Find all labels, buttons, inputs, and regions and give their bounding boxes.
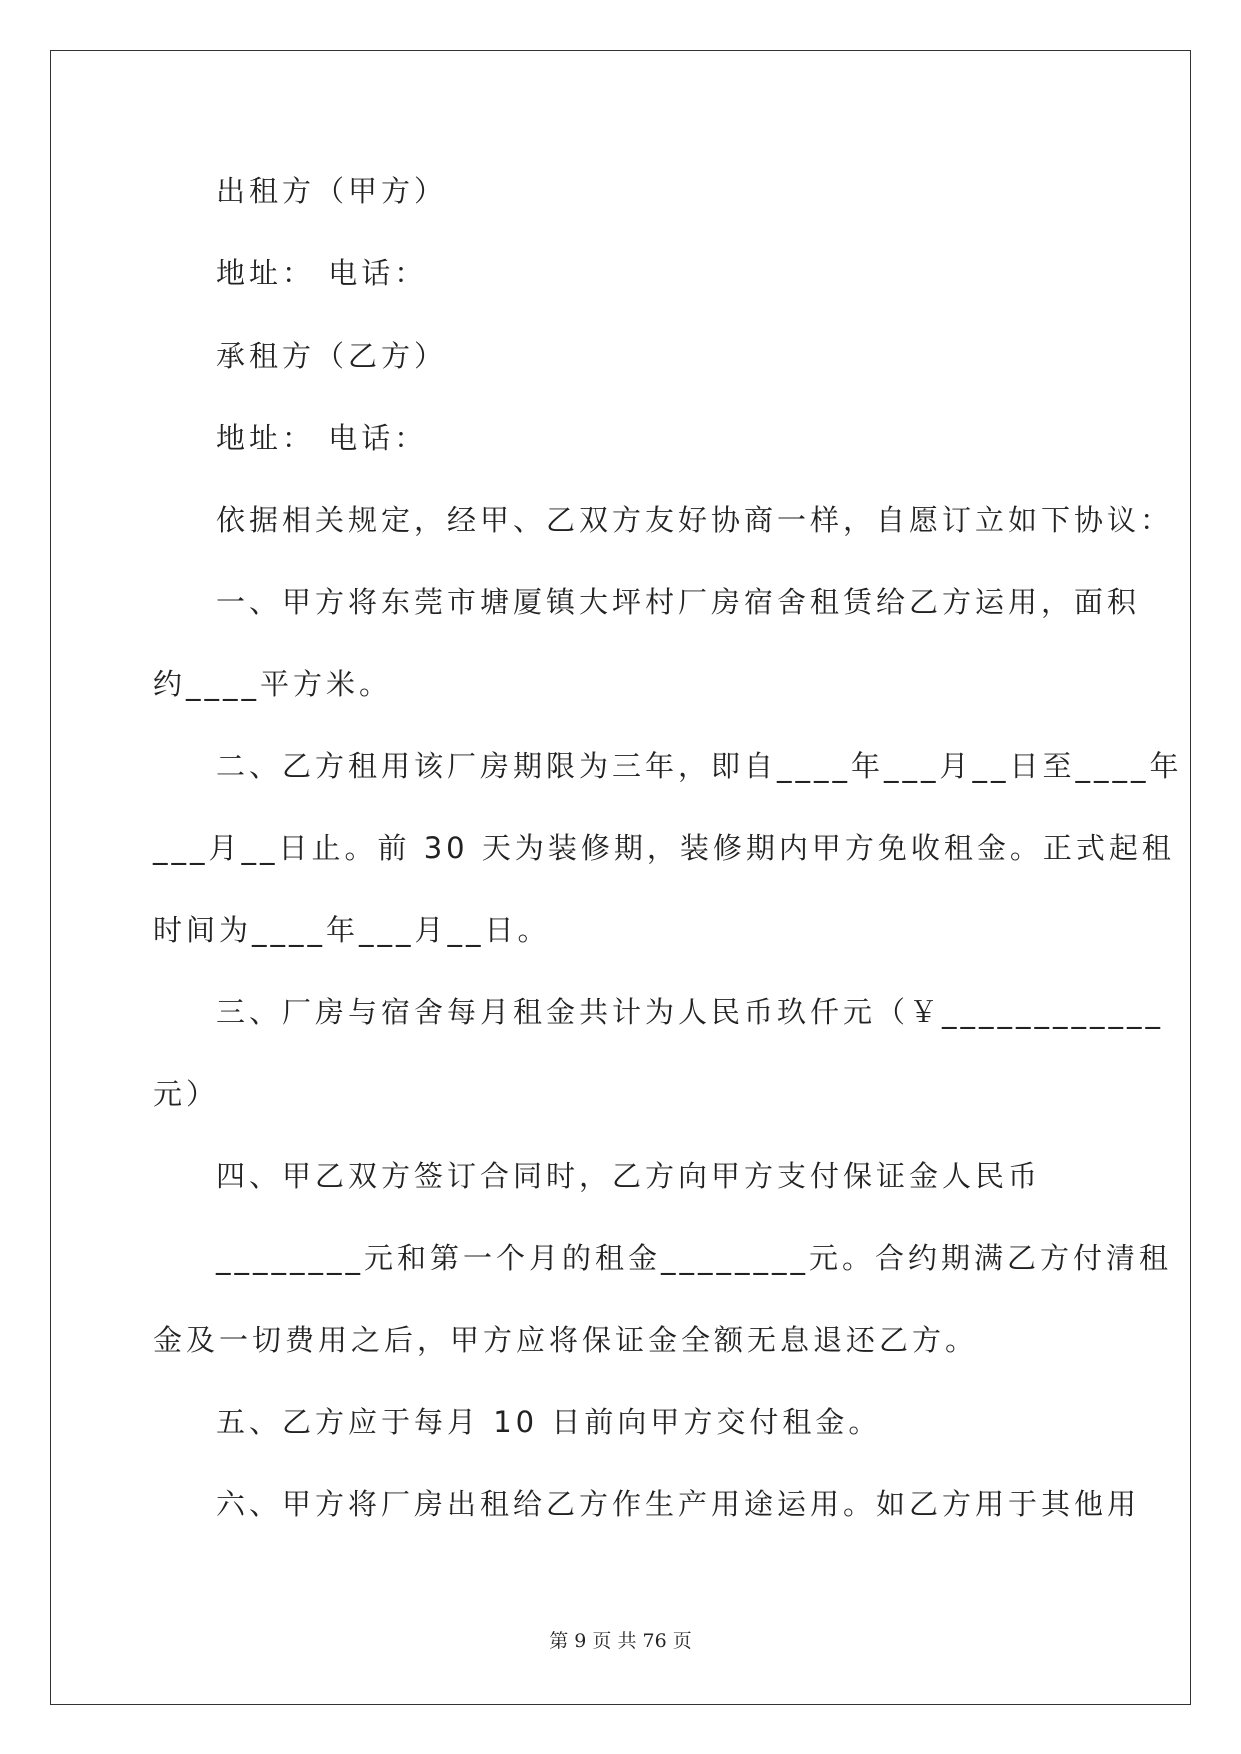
text-line: ________元和第一个月的租金________元。合约期满乙方付清租: [216, 1241, 1173, 1275]
text-line: 约____平方米。: [153, 667, 393, 701]
page-footer: 第 9 页 共 76 页: [549, 1630, 692, 1652]
text-line: 承租方（乙方）: [216, 339, 448, 373]
text-line: 四、甲乙双方签订合同时，乙方向甲方支付保证金人民币: [216, 1159, 1042, 1193]
text-line: 二、乙方租用该厂房期限为三年，即自____年___月__日至____年: [216, 749, 1183, 783]
page-border: [50, 50, 1191, 1705]
text-line: ___月__日止。前 30 天为装修期，装修期内甲方免收租金。正式起租: [153, 831, 1175, 865]
text-line: 依据相关规定，经甲、乙双方友好协商一样，自愿订立如下协议：: [216, 503, 1174, 537]
text-line: 五、乙方应于每月 10 日前向甲方交付租金。: [216, 1405, 882, 1439]
text-line: 出租方（甲方）: [216, 174, 448, 208]
text-line: 六、甲方将厂房出租给乙方作生产用途运用。如乙方用于其他用: [216, 1487, 1141, 1521]
text-line: 元）: [153, 1077, 220, 1111]
text-line: 三、厂房与宿舍每月租金共计为人民币玖仟元（￥____________: [216, 995, 1165, 1029]
text-line: 时间为____年___月__日。: [153, 913, 551, 947]
text-line: 金及一切费用之后，甲方应将保证金全额无息退还乙方。: [153, 1323, 979, 1357]
text-line: 地址： 电话：: [216, 256, 428, 290]
text-line: 一、甲方将东莞市塘厦镇大坪村厂房宿舍租赁给乙方运用，面积: [216, 585, 1141, 619]
text-line: 地址： 电话：: [216, 421, 428, 455]
